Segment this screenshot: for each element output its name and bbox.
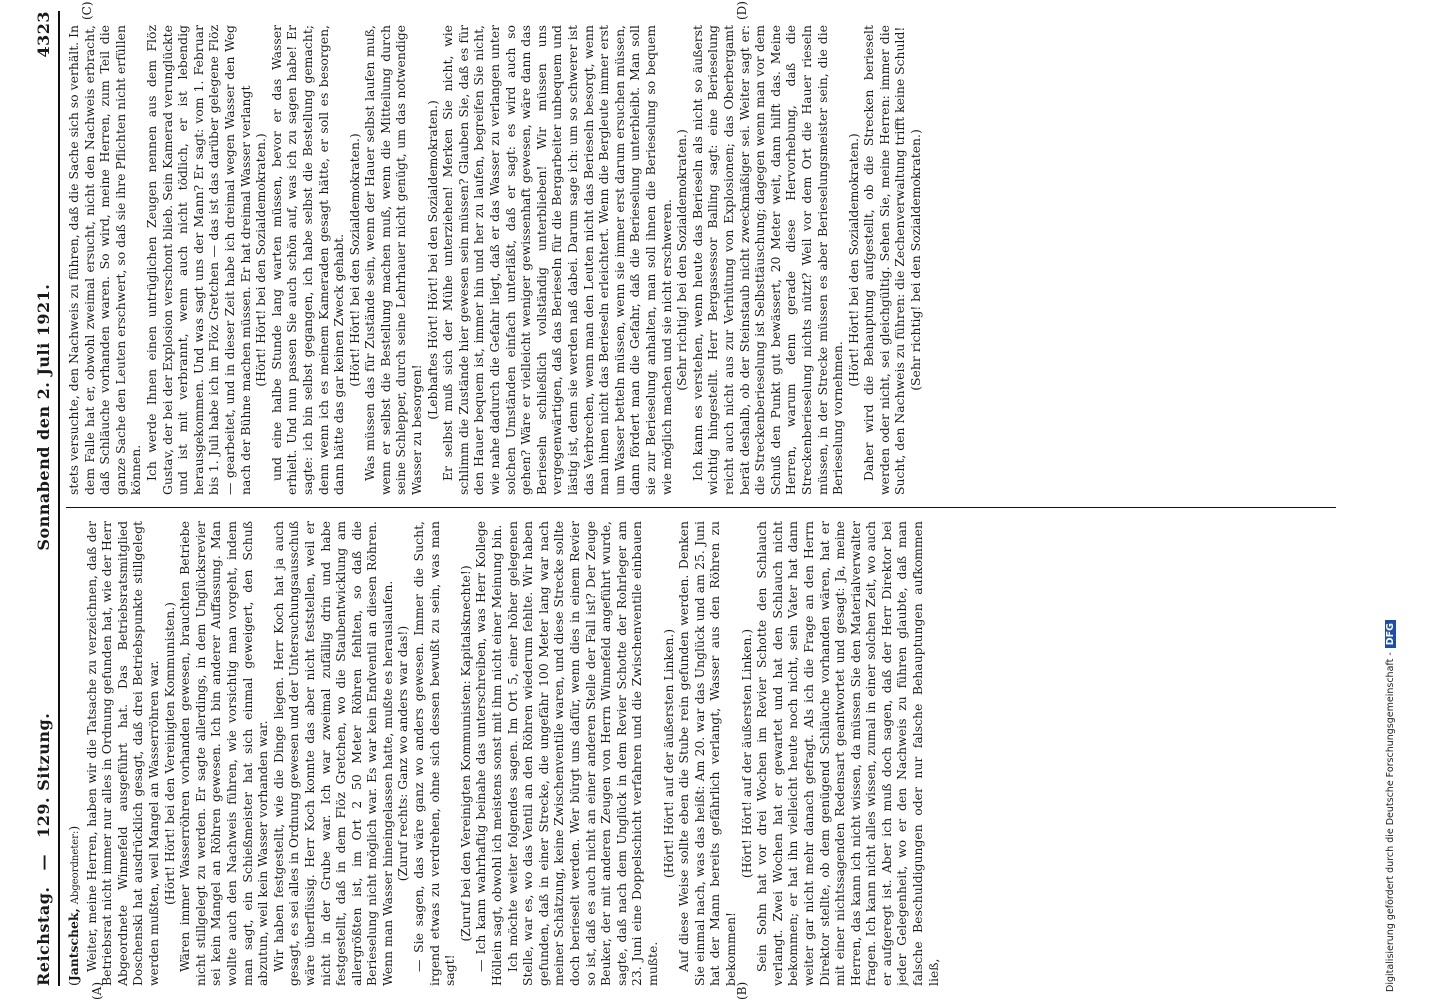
interjection: (Hört! Hört! auf der äußersten Linken.) xyxy=(738,628,754,879)
interjection: (Sehr richtig! bei den Sozialdemokraten.) xyxy=(674,129,690,391)
paragraph: Ich kann es verstehen, wenn heute das Berieseln als nicht so äußerst wichtig hingestellt. Herr Bergassessor Balling sagt: eine Berieselung reicht auch nicht aus zur Verhütung von Explosionen; das Oberbergamt berät deshalb, ob der Steinstaub nicht zweckmäßiger sei. Weiter sagt er: die Streckenberieselung ist Selbsttäuschung; dagegen wenn man vor dem Schuß den Punkt gut bewässert, 20 Meter weit, dann hilft das. Meine Herren, warum denn gerade diese Hervorhebung, daß die Streckenberieselung nichts nützt? Weil vor dem Ort die Hauer rieseln müssen, in der Strecke müssen es aber Berieselungsmeister sein, die die Berieselung vornehmen. xyxy=(689,25,846,495)
margin-mark-a: (A) xyxy=(90,981,104,1000)
page-number: 4323 xyxy=(34,11,53,58)
header-dash: — xyxy=(34,853,53,871)
speaker-line: (Jantschek, Abgeordneter:) xyxy=(66,825,81,986)
paragraph: Sein Sohn hat vor drei Wochen im Revier Schotte den Schlauch verlangt. Zwei Wochen hat er gewartet und hat den Schlauch nicht bekommen; er hat ihn vielleicht heute noch nicht, sein Vater hat dann weiter gar nicht mehr danach gefragt. Als ich die Frage an den Herrn Direktor stellte, ob dem genügend Schläuche vorhanden wären, hat er mit einer nichtssagenden Redensart geantwortet und gesagt: Ja, meine Herren, das kann ich nicht wissen, da müssen Sie den Materialverwalter fragen. Ich kann nicht alles wissen, zumal in einer solchen Zeit, wo auch er aufgeregt ist. Aber ich muß doch sagen, daß der Herr Direktor bei jeder Gelegenheit, wo er den Nachweis zu führen glaubte, daß man falsche Beschuldigungen oder nur falsche Behauptungen aufkommen ließ, xyxy=(754,521,941,986)
paragraph: und eine halbe Stunde lang warten müssen, bevor er das Wasser erhielt. Und nun passen Sie auch schön auf, was ich zu sagen habe! Er sagte: ich bin selbst gegangen, ich habe selbst die Bestellung gemacht; denn wenn ich es meinem Kameraden gesagt hätte, er soll es besorgen, dann hätte das gar keinen Zweck gehabt. xyxy=(268,25,347,495)
interjection: (Lebhaftes Hört! Hört! bei den Sozialdemokraten.) xyxy=(424,100,440,420)
header-session: 129. Sitzung. xyxy=(34,712,53,838)
interjection: (Zuruf rechts: Ganz wo anders war das!) xyxy=(395,625,411,882)
paragraph: Wir haben festgestellt, wie die Dinge liegen. Herr Koch hat ja auch gesagt, es sei alles in Ordnung gewesen und der Untersuchungsausschuß wäre überflüssig. Herr Koch konnte das aber nicht feststellen, weil er nicht in der Grube war. Ich war zweimal zufällig drin und habe festgestellt, daß in dem Flöz Gretchen, wo die Staubentwicklung am allergrößten ist, im Ort 2 50 Meter Röhren fehlten, so daß die Berieselung nicht möglich war. Es war kein Endventil an diesen Röhren. Wenn man Wasser hineingelassen hatte, mußte es herauslaufen. xyxy=(270,521,395,986)
left-column xyxy=(66,521,1346,986)
speaker-role: Abgeordneter: xyxy=(70,830,81,905)
speaker-name: Jantschek, xyxy=(66,908,81,982)
paragraph: Ich möchte weiter folgendes sagen. Im Ort 5, einer höher gelegenen Stelle, war es, wo das Ventil an den Röhren wiederum fehlte. Wir haben gefunden, daß in einer Strecke, die ungefähr 100 Meter lang war nach meiner Schätzung, keine Zwischenventile waren, und diese Strecke sollte doch berieselt werden. Wer bürgt uns dafür, wenn dies in einem Revier so ist, daß es auch nicht an einer anderen Stelle der Fall ist? Der Zeuge Beuker, der mit anderen Zeugen von Herrn Winnefeld angeführt wurde, sagte, daß nach dem Unglück in dem Revier Schotte der Rohrleger am 23. Juni eine Doppelschicht verfahren und die Zwischenventile einbauen mußte. xyxy=(504,521,660,986)
interjection: (Zuruf bei den Vereinigten Kommunisten: Kapitalsknechte!) xyxy=(457,565,473,942)
interjection: (Hört! Hört! bei den Sozialdemokraten.) xyxy=(253,133,269,387)
paragraph: Wären immer Wasserröhren vorhanden gewesen, brauchten Betriebe nicht stillgelegt zu werden. Er sagte allerdings, in dem Unglücksrevier sei kein Mangel an Röhren gewesen. Ich bin anderer Auffassung. Man wollte auch den Nachweis führen, wie vorsichtig man vorgeht, indem man sagt, ein Schießmeister hat sich einmal geweigert, den Schuß abzutun, weil kein Wasser vorhanden war. xyxy=(177,521,271,986)
header-date: Sonnabend den 2. Juli 1921. xyxy=(34,283,53,551)
paragraph: — Sie sagen, das wäre ganz wo anders gewesen. Immer die Sucht, irgend etwas zu verdrehen, ohne sich dessen bewußt zu sein, was man sagt! xyxy=(411,521,458,986)
paragraph: Daher wird die Behauptung aufgestellt, ob die Strecken berieselt werden oder nicht, sei gleichgültig. Sehen Sie, meine Herren: immer die Sucht, den Nachweis zu führen: die Zechenverwaltung trifft keine Schuld! xyxy=(861,25,908,495)
page-header xyxy=(30,11,60,986)
paragraph: Er selbst muß sich der Mühe unterziehen! Merken Sie nicht, wie schlimm die Zustände hier gewesen sein müssen? Glauben Sie, daß es für den Hauer bequem ist, immer hin und her zu laufen, begreifen Sie nicht, wie nahe dadurch die Gefahr liegt, daß er das Wasser zu verlangen unter solchen Umständen einfach unterläßt, daß er sagt: es wird auch so gehen? Wäre er vielleicht weniger gewissenhaft gewesen, wäre dann das Berieseln schließlich vollständig unterblieben! Wir müssen uns vergegenwärtigen, daß das Berieseln für die Bergarbeiter unbequem und lästig ist, denn sie werden naß dabei. Darum sage ich: um so schwerer ist das Verbrechen, wenn man den Leuten nicht das Berieseln besorgt, wenn man ihnen nicht das Berieseln erleichtert. Wenn die Bergleute immer erst um Wasser betteln müssen, wenn sie immer erst darum ersuchen müssen, dann fördert man die Gefahr, daß die Berieselung unterbleibt. Man soll sie zur Berieselung anhalten, man soll ihnen die Berieselung so bequem wie möglich machen und sie nicht erschweren. xyxy=(440,25,674,495)
interjection: (Hört! Hört! bei den Vereinigten Kommunisten.) xyxy=(161,601,177,906)
digitization-watermark xyxy=(1385,2,1399,992)
interjection: (Hört! Hört! auf der äußersten Linken.) xyxy=(660,628,676,879)
paragraph: — Ich kann wahrhaftig beinahe das unterschreiben, was Herr Kollege Höllein sagt, obwohl ich meistens sonst mit ihm nicht einer Meinung bin. xyxy=(473,521,505,986)
interjection: (Hört! Hört! bei den Sozialdemokraten.) xyxy=(845,133,861,387)
margin-mark-c: (C) xyxy=(80,1,94,20)
right-column xyxy=(66,25,1346,495)
paragraph: stets versuchte, den Nachweis zu führen, daß die Sache sich so verhält. In dem Falle hat er, obwohl zweimal ersucht, nicht den Nachweis erbracht, daß Schläuche vorhanden waren. So wird, meine Herren, zum Teil die ganze Sache den Leuten erschwert, so daß sie ihre Pflichten nicht erfüllen können. xyxy=(66,25,144,495)
interjection: (Hört! Hört! bei den Sozialdemokraten.) xyxy=(346,133,362,387)
paragraph: Was müssen das für Zustände sein, wenn der Hauer selbst laufen muß, wenn er selbst die Bestellung machen muß, wenn die Mitteilung durch seine Schlepper, durch seine Lehrhauer nicht genügt, um das notwendige Wasser zu besorgen! xyxy=(362,25,425,495)
paragraph: Weiter, meine Herren, haben wir die Tatsache zu verzeichnen, daß der Betriebsrat nicht immer nur alles in Ordnung gefunden hat, wie der Herr Abgeordnete Winnefeld ausgeführt hat. Das Betriebsratsmitglied Doschenski hat ausdrücklich gesagt, daß drei Betriebspunkte stillgelegt werden mußten, weil Mangel an Wasserröhren war. xyxy=(83,521,161,986)
header-left xyxy=(34,703,53,986)
margin-mark-d: (D) xyxy=(735,1,749,20)
watermark-text: Digitalisierung gefördert durch die Deutsche Forschungsgemeinschaft - xyxy=(1385,652,1396,992)
paragraph: Ich werde Ihnen einen untrüglichen Zeugen nennen aus dem Flöz Gustav, der bei der Explosion verschont blieb. Sein Kamerad verunglückte und ist mit verbrannt, wenn auch nicht tödlich, er ist lebendig herausgekommen. Und was sagt uns der Mann? Er sagt: vom 1. Februar bis 1. Juli habe ich im Flöz Gretchen — das ist das darüber gelegene Flöz — gearbeitet, und in dieser Zeit habe ich dreimal wegen Wasser den Weg nach der Bühne machen müssen. Er hat dreimal Wasser verlangt xyxy=(143,25,253,495)
column-divider xyxy=(66,507,1336,508)
header-right xyxy=(34,11,53,551)
interjection: (Sehr richtig! bei den Sozialdemokraten.) xyxy=(908,129,924,391)
margin-mark-b: (B) xyxy=(735,981,749,1000)
header-title: Reichstag. xyxy=(34,886,53,986)
paragraph: Auf diese Weise sollte eben die Stube rein gefunden werden. Denken Sie einmal nach, was das heißt: Am 20. war das Unglück und am 25. Juni hat der Mann bereits gefährlich verlangt, Wasser aus den Röhren zu bekommen! xyxy=(676,521,738,986)
dfg-logo: DFG xyxy=(1385,620,1396,648)
